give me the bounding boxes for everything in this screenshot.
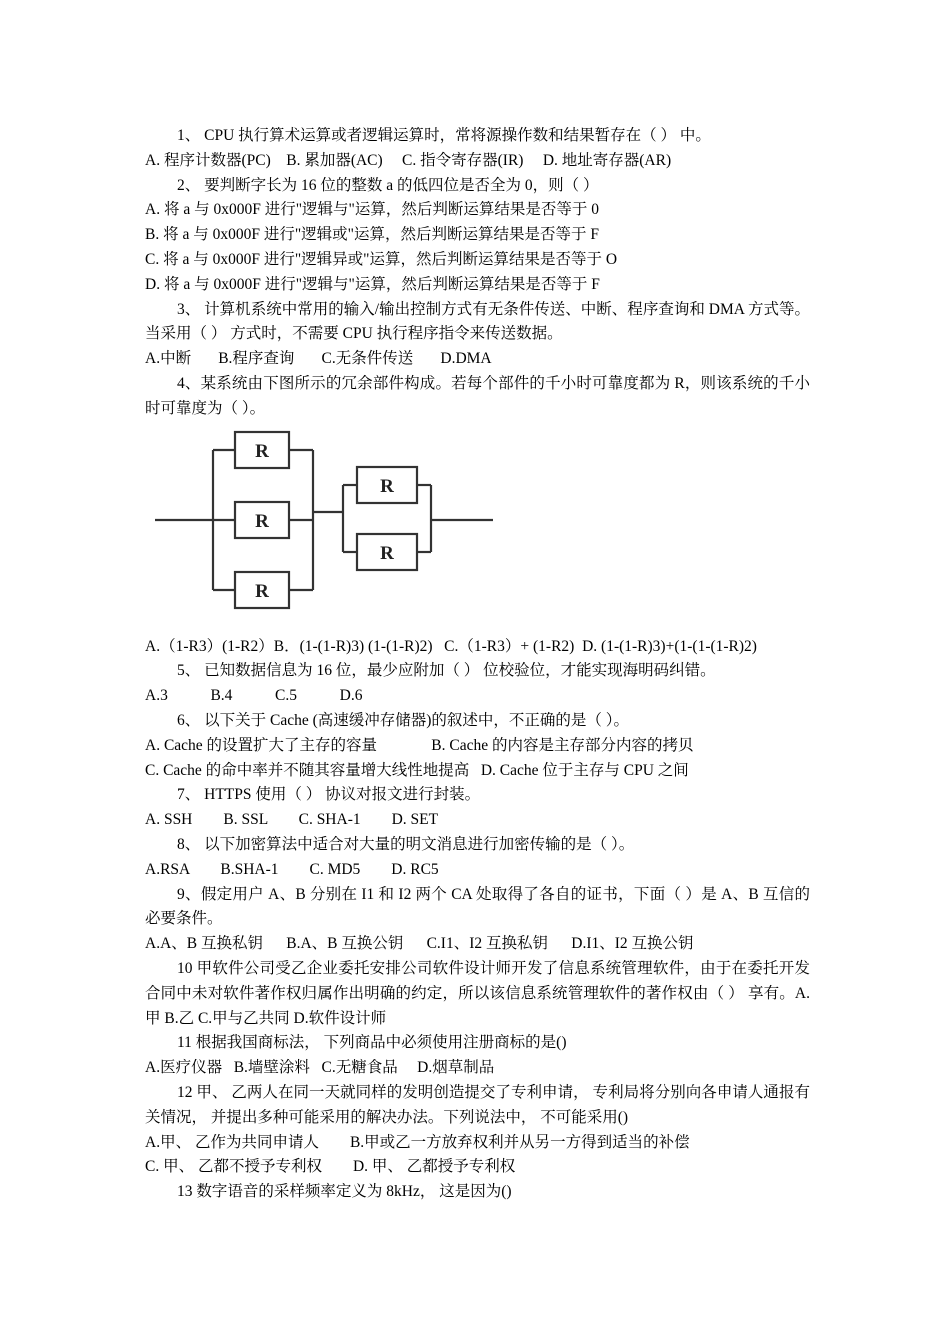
question-6-options-ab: A. Cache 的设置扩大了主存的容量 B. Cache 的内容是主存部分内容的拷贝 xyxy=(145,736,694,754)
question-11-options: A.医疗仪器 B.墙壁涂料 C.无糖食品 D.烟草制品 xyxy=(145,1059,495,1077)
component-label: R xyxy=(255,580,269,602)
question-13-stem: 13 数字语音的采样频率定义为 8kHz， 这是因为() xyxy=(177,1183,512,1201)
question-9-stem: 9、假定用户 A、B 分别在 I1 和 I2 两个 CA 处取得了各自的证书，下面（ ）是 A、B 互信的必要条件。 xyxy=(145,885,810,928)
component-label: R xyxy=(255,440,269,462)
question-7-stem: 7、 HTTPS 使用（ ） 协议对报文进行封装。 xyxy=(177,786,481,804)
question-12-stem: 12 甲、 乙两人在同一天就同样的发明创造提交了专利申请， 专利局将分别向各申请人通报有关情况， 并提出多种可能采用的解决办法。下列说法中， 不可能采用() xyxy=(145,1083,810,1126)
question-5-stem: 5、 已知数据信息为 16 位，最少应附加（ ） 位校验位，才能实现海明码纠错。 xyxy=(177,662,716,680)
question-7-options: A. SSH B. SSL C. SHA-1 D. SET xyxy=(145,811,439,829)
question-1-options: A. 程序计数器(PC) B. 累加器(AC) C. 指令寄存器(IR) D. 地址寄存器(AR) xyxy=(145,151,672,169)
question-11-stem: 11 根据我国商标法， 下列商品中必须使用注册商标的是() xyxy=(177,1034,567,1052)
question-6-options-cd: C. Cache 的命中率并不随其容量增大线性地提高 D. Cache 位于主存与 CPU 之间 xyxy=(145,761,689,779)
exam-page xyxy=(145,124,810,1205)
redundancy-diagram-svg xyxy=(147,422,507,635)
question-3-stem: 3、 计算机系统中常用的输入/输出控制方式有无条件传送、中断、程序查询和 DMA 方式等。当采用（ ） 方式时，不需要 CPU 执行程序指令来传送数据。 xyxy=(145,300,810,343)
question-4-options: A.（1-R3）(1-R2）B．(1-(1-R)3) (1-(1-R)2) C.（1-R3）+ (1-R2) D. (1-(1-R)3)+(1-(1-(1-R)2) xyxy=(145,637,757,655)
question-6-stem: 6、 以下关于 Cache (高速缓冲存储器)的叙述中，不正确的是（ ）。 xyxy=(177,711,630,729)
question-2-option-c: C. 将 a 与 0x000F 进行"逻辑异或"运算，然后判断运算结果是否等于 O xyxy=(145,250,618,268)
question-12-options-cd: C. 甲、 乙都不授予专利权 D. 甲、 乙都授予专利权 xyxy=(145,1158,516,1176)
question-2-option-a: A. 将 a 与 0x000F 进行"逻辑与"运算，然后判断运算结果是否等于 0 xyxy=(145,201,599,219)
redundancy-diagram xyxy=(147,422,810,635)
question-2-option-d: D. 将 a 与 0x000F 进行"逻辑与"运算，然后判断运算结果是否等于 F xyxy=(145,275,600,293)
question-1-stem: 1、 CPU 执行算术运算或者逻辑运算时，常将源操作数和结果暂存在（ ） 中。 xyxy=(177,127,711,144)
question-8-options: A.RSA B.SHA-1 C. MD5 D. RC5 xyxy=(145,860,439,878)
question-5-options: A.3 B.4 C.5 D.6 xyxy=(145,687,363,705)
question-9-options: A.A、B 互换私钥 B.A、B 互换公钥 C.I1、I2 互换私钥 D.I1、I2 互换公钥 xyxy=(145,935,694,953)
question-3-options: A.中断 B.程序查询 C.无条件传送 D.DMA xyxy=(145,350,492,368)
question-8-stem: 8、 以下加密算法中适合对大量的明文消息进行加密传输的是（ ）。 xyxy=(177,835,635,853)
question-10-stem: 10 甲软件公司受乙企业委托安排公司软件设计师开发了信息系统管理软件，由于在委托开发合同中未对软件著作权归属作出明确的约定，所以该信息系统管理软件的著作权由（ ） 享有。A.甲 B.乙 C.甲与乙共同 D.软件设计师 xyxy=(145,959,810,1027)
component-label: R xyxy=(380,475,394,497)
component-label: R xyxy=(380,542,394,564)
question-4-stem: 4、某系统由下图所示的冗余部件构成。若每个部件的千小时可靠度都为 R，则该系统的千小时可靠度为（ ）。 xyxy=(145,374,810,417)
question-2-option-b: B. 将 a 与 0x000F 进行"逻辑或"运算，然后判断运算结果是否等于 F xyxy=(145,226,599,244)
question-2-stem: 2、 要判断字长为 16 位的整数 a 的低四位是否全为 0，则（ ） xyxy=(177,176,599,194)
component-label: R xyxy=(255,510,269,532)
question-12-options-ab: A.甲、 乙作为共同申请人 B.甲或乙一方放弃权利并从另一方得到适当的补偿 xyxy=(145,1133,690,1151)
